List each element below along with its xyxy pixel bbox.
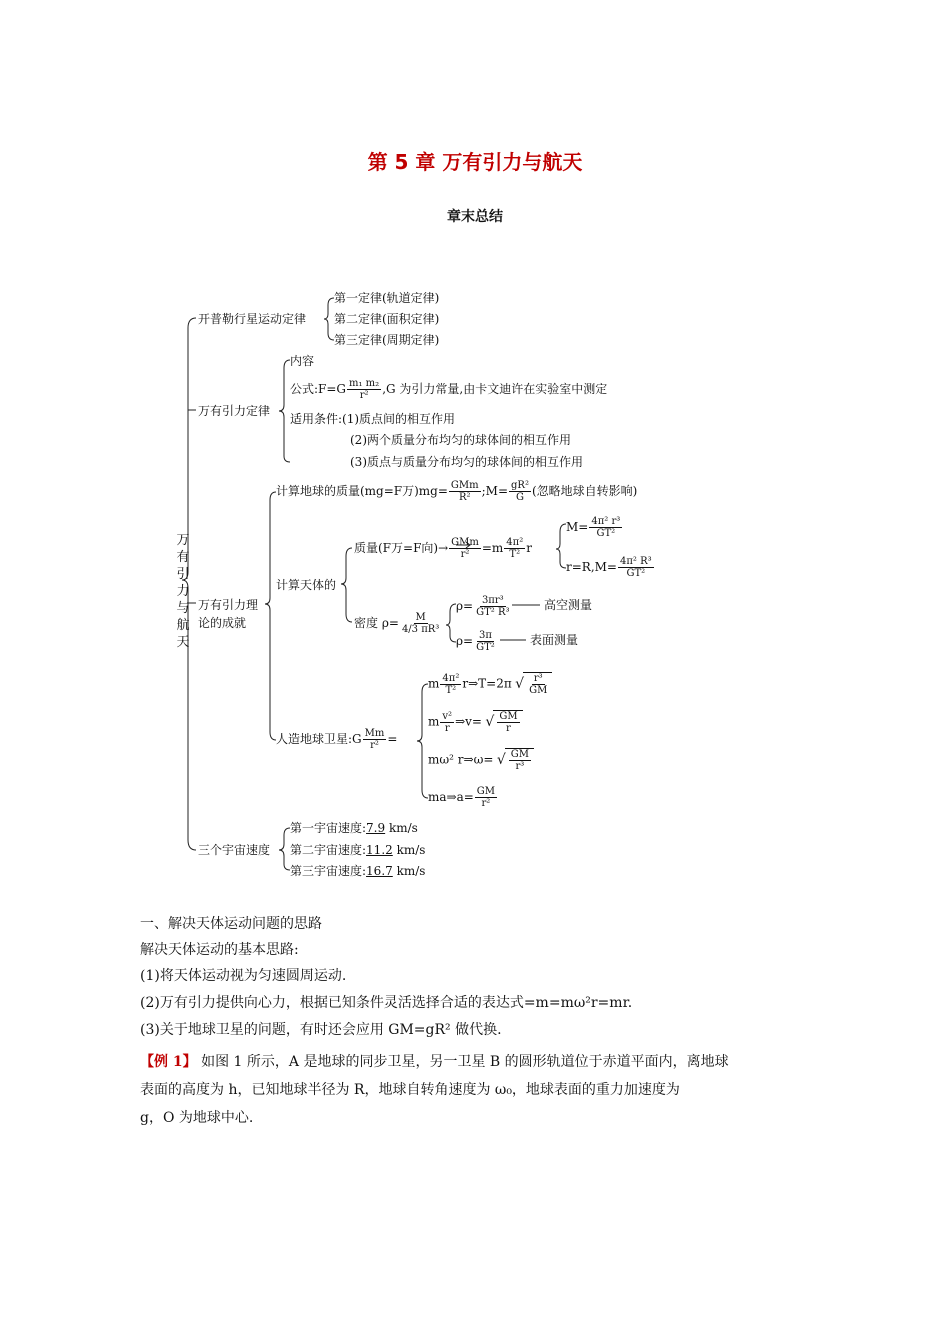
gravity-law-content: 内容 (290, 354, 315, 368)
celestial-brace (341, 548, 352, 622)
cosmic-velocity-1: 第一宇宙速度:7.9 km/s (290, 821, 418, 835)
satellite-angular-velocity: mω² r⇒ω= √ $\frac{GM}{\text{r³}}$ (428, 748, 534, 772)
example-tag: 【例 1】 (140, 1054, 197, 1070)
section-point-1: (1)将天体运动视为匀速圆周运动. (140, 968, 347, 984)
celestial-mass-formula: 质量(F万=F向)→ $\frac{\text{GMm}}{\text{r²}}$ =m $\frac{\text{4π²}}{\text{T²}}$ r (354, 537, 532, 560)
gravity-brace (279, 360, 290, 462)
density-surface: ρ= $\frac{3\pi}{\text{GT²}}$ (456, 630, 495, 653)
gravity-law-condition-3: (3)质点与质量分布均匀的球体间的相互作用 (350, 455, 583, 469)
earth-mass-formula: 计算地球的质量(mg=F万)mg= $\frac{\text{GMm}}{\text{R²}}$ ;M= $\frac{\text{gR²}}{G}$ (忽略地球自转影响) (276, 480, 638, 503)
achievement-brace (265, 492, 276, 740)
example-1-line-3: g，O 为地球中心. (140, 1110, 254, 1126)
gravity-law-condition-1: 适用条件:(1)质点间的相互作用 (290, 412, 456, 426)
cosmic-velocity-label: 三个宇宙速度 (198, 843, 271, 857)
satellite-acceleration: ma⇒a= $\frac{GM}{\text{r²}}$ (428, 786, 496, 809)
gravity-law-condition-2: (2)两个质量分布均匀的球体间的相互作用 (350, 433, 571, 447)
cosmic-velocity-2: 第二宇宙速度:11.2 km/s (290, 843, 426, 857)
celestial-mass-m2: r=R,M= $\frac{\text{4π² R³}}{\text{GT²}}$ (566, 556, 652, 579)
density-surface-label: 表面测量 (530, 633, 579, 647)
density-sub-brace (446, 604, 456, 642)
section-point-3: (3)关于地球卫星的问题，有时还会应用 GM=gR² 做代换. (140, 1022, 502, 1038)
kepler-law-1: 第一定律(轨道定律) (334, 291, 440, 305)
mass-sub-brace (556, 524, 566, 568)
achievement-label-2: 论的成就 (198, 616, 247, 630)
satellite-brace (417, 684, 428, 798)
satellite-formula: 人造地球卫星:G $\frac{Mm}{\text{r²}}$ = (276, 728, 398, 751)
density-high-altitude: ρ= $\frac{\text{3πr³}}{\text{GT² R³}}$ (456, 595, 510, 618)
kepler-brace (324, 298, 334, 340)
cosmic-brace (279, 828, 290, 870)
celestial-density-formula: 密度 ρ= $\frac{M}{\text{4/3 πR³}}$ (354, 612, 440, 635)
gravity-law-formula: 公式:F=G $\frac{\text{m₁ m₂}}{\text{r²}}$ ,G 为引力常量,由卡文迪许在实验室中测定 (290, 378, 608, 401)
tree-root-label: 万有引力与航天 (176, 533, 190, 650)
kepler-law-2: 第二定律(面积定律) (334, 312, 440, 326)
section-heading: 一、解决天体运动问题的思路 (140, 916, 322, 932)
celestial-mass-m1: M= $\frac{\text{4π² r³}}{\text{GT²}}$ (566, 516, 621, 539)
satellite-velocity: m $\frac{\text{v²}}{r}$ ⇒v= √ $\frac{GM}{r}$ (428, 710, 523, 734)
cosmic-velocity-3: 第三宇宙速度:16.7 km/s (290, 864, 426, 878)
density-high-altitude-label: 高空测量 (544, 598, 593, 612)
gravity-law-label: 万有引力定律 (198, 404, 271, 418)
example-1-line-2: 表面的高度为 h，已知地球半径为 R，地球自转角速度为 ω₀，地球表面的重力加速度为 (140, 1082, 680, 1098)
section-point-2: (2)万有引力提供向心力，根据已知条件灵活选择合适的表达式=m=mω²r=mr. (140, 995, 633, 1011)
kepler-law-3: 第三定律(周期定律) (334, 333, 440, 347)
page-subtitle: 章末总结 (447, 209, 503, 225)
celestial-label: 计算天体的 (276, 578, 337, 592)
section-intro: 解决天体运动的基本思路: (140, 942, 299, 958)
satellite-period: m $\frac{\text{4π²}}{\text{T²}}$ r⇒T=2π √ $\frac{\text{r³}}{GM}$ (428, 672, 552, 696)
example-1-line-1: 【例 1】 如图 1 所示，A 是地球的同步卫星，另一卫星 B 的圆形轨道位于赤道平面内，离地球 (140, 1054, 729, 1070)
kepler-label: 开普勒行星运动定律 (198, 312, 307, 326)
page-title: 第 5 章 万有引力与航天 (367, 150, 583, 174)
achievement-label-1: 万有引力理 (198, 598, 259, 612)
